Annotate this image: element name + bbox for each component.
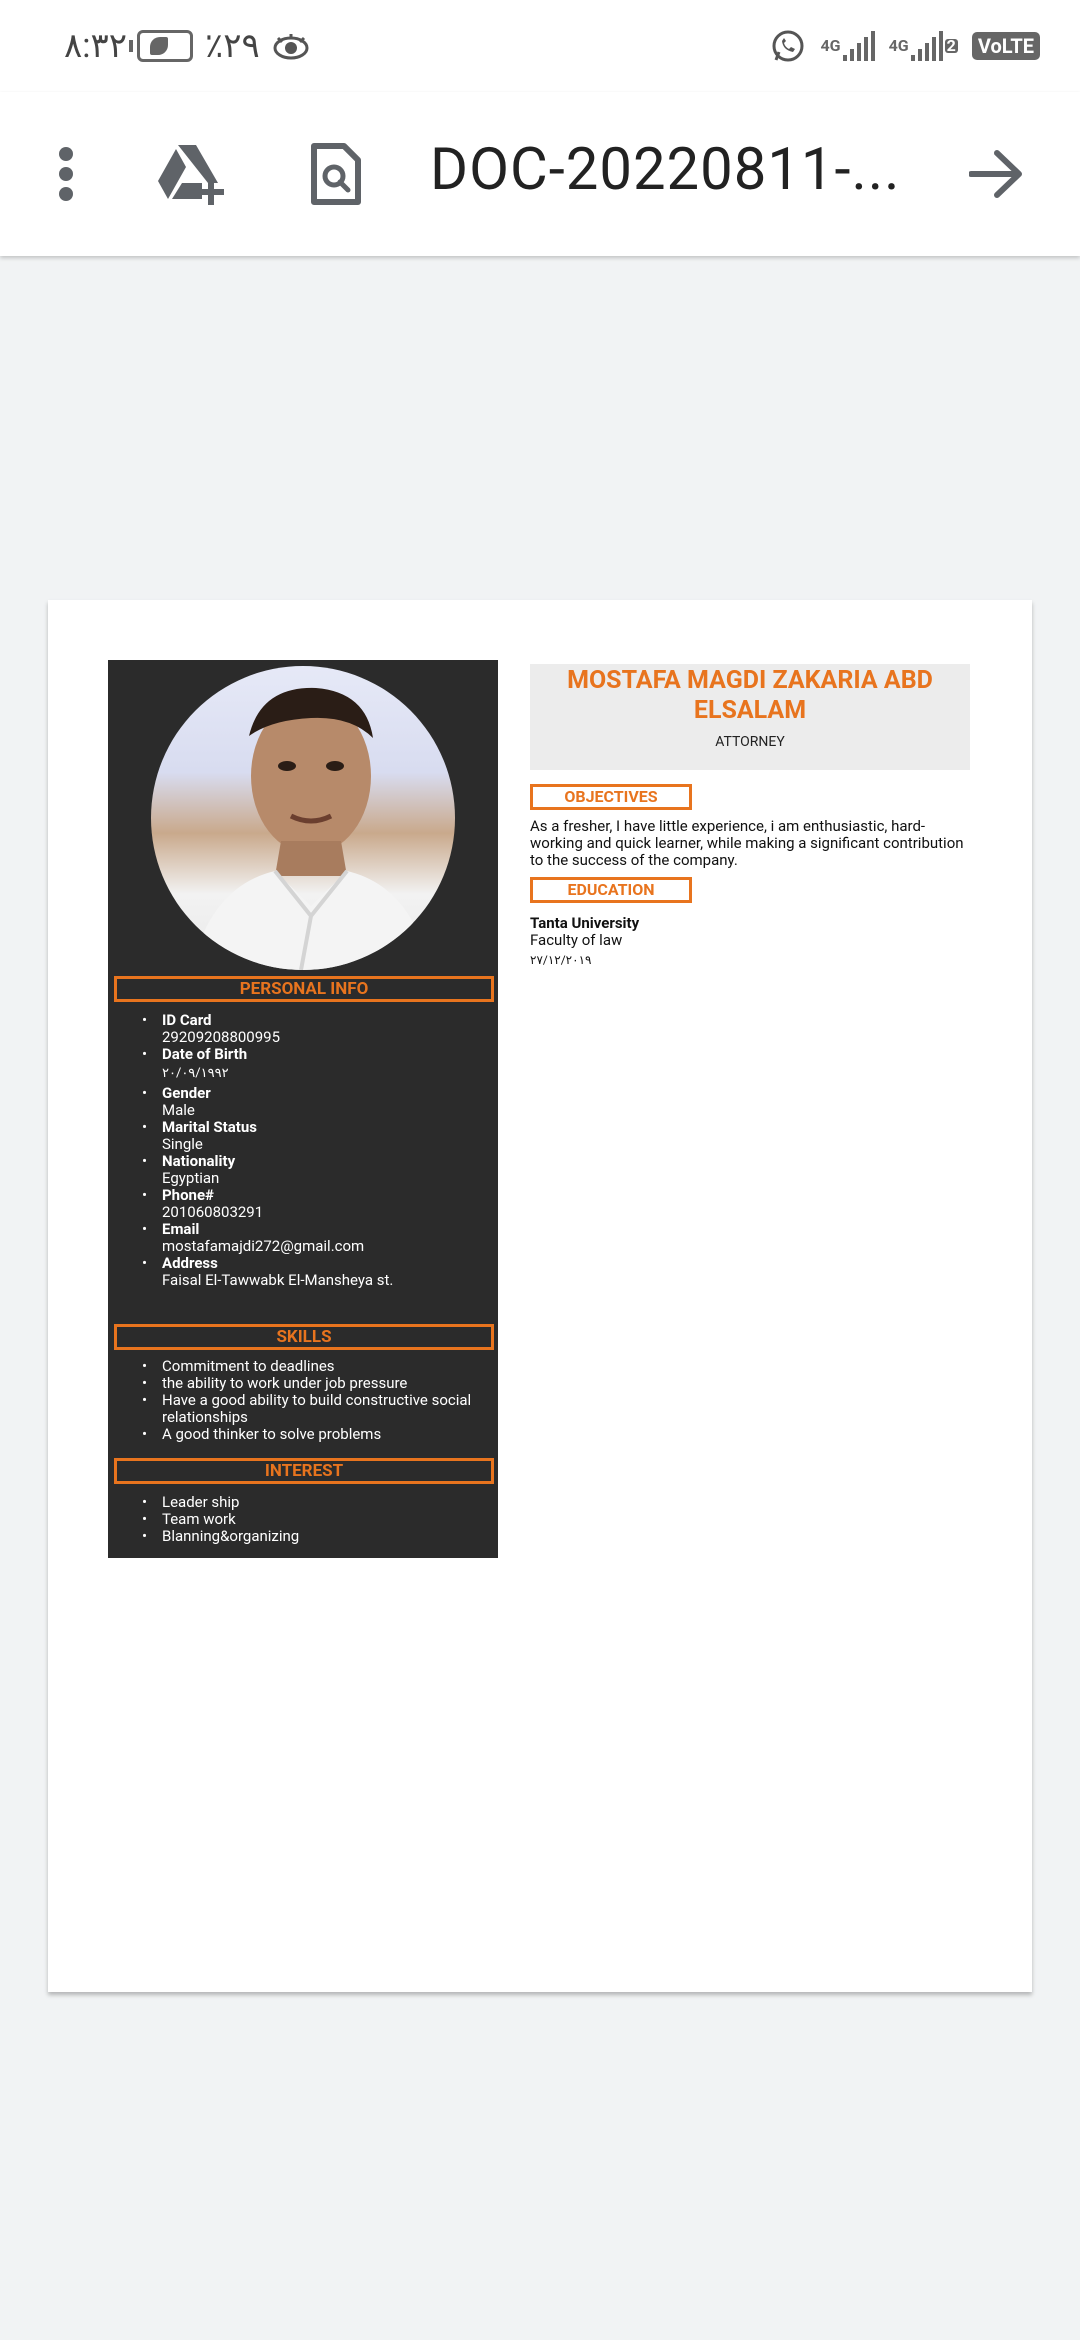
info-label-nationality: • Nationality xyxy=(162,1152,236,1170)
info-value-phone: 201060803291 xyxy=(162,1203,264,1221)
skills-heading: SKILLS xyxy=(114,1324,494,1350)
resume-title: ATTORNEY xyxy=(715,734,785,750)
list-item: • the ability to work under job pressure xyxy=(162,1375,482,1392)
list-item: • Have a good ability to build constructive social relationships xyxy=(162,1392,482,1426)
eye-icon xyxy=(272,31,310,61)
info-value-dob: ٢٠/٠٩/١٩٩٢ xyxy=(162,1066,229,1081)
education-faculty: Faculty of law xyxy=(530,931,623,949)
network-type-2: 4G xyxy=(888,36,909,55)
name-header xyxy=(530,664,970,770)
network-type-1: 4G xyxy=(820,36,841,55)
resume-name: MOSTAFA MAGDI ZAKARIA ABD ELSALAM xyxy=(567,666,933,725)
list-item: • Team work xyxy=(162,1511,299,1528)
find-in-page-icon[interactable] xyxy=(306,142,366,206)
list-item: • Blanning&organizing xyxy=(162,1528,299,1545)
interest-heading: INTEREST xyxy=(114,1458,494,1484)
add-to-drive-icon[interactable] xyxy=(154,142,228,206)
list-item: • Commitment to deadlines xyxy=(162,1358,482,1375)
info-value-email: mostafamajdi272@gmail.com xyxy=(162,1237,365,1255)
signal-icon-2 xyxy=(889,31,958,61)
more-vert-icon[interactable] xyxy=(44,142,88,206)
info-label-gender: • Gender xyxy=(162,1084,211,1102)
education-heading: EDUCATION xyxy=(530,877,692,903)
info-value-address: Faisal El-Tawwabk El-Mansheya st. xyxy=(162,1271,394,1289)
status-left xyxy=(64,22,310,70)
list-item xyxy=(162,1221,393,1255)
info-label-id-card: • ID Card xyxy=(162,1011,212,1029)
app-toolbar xyxy=(0,92,1080,256)
status-right xyxy=(770,22,1040,70)
list-item xyxy=(162,1119,393,1153)
info-value-nationality: Egyptian xyxy=(162,1169,220,1187)
list-item xyxy=(162,1153,393,1187)
sim-index: 2 xyxy=(946,36,956,55)
list-item xyxy=(162,1255,393,1289)
objectives-heading: OBJECTIVES xyxy=(530,784,692,810)
signal-icon-1 xyxy=(820,31,874,61)
skills-list xyxy=(162,1358,482,1443)
list-item: • A good thinker to solve problems xyxy=(162,1426,482,1443)
resume-main xyxy=(530,664,970,971)
document-page[interactable] xyxy=(48,600,1032,1992)
list-item xyxy=(162,1046,393,1085)
document-title: DOC-20220811-... xyxy=(430,136,901,204)
interest-list xyxy=(162,1494,299,1545)
whatsapp-icon xyxy=(770,28,806,64)
info-label-dob: • Date of Birth xyxy=(162,1045,248,1063)
personal-info-heading: PERSONAL INFO xyxy=(114,976,494,1002)
list-item xyxy=(162,1085,393,1119)
profile-photo xyxy=(151,666,455,970)
info-label-phone: • Phone# xyxy=(162,1186,214,1204)
education-school: Tanta University xyxy=(530,914,640,932)
battery-icon xyxy=(139,30,193,62)
objectives-text: As a fresher, I have little experience, i am enthusiastic, hard-working and quick learner, while making a significant contribution to the success of the company. xyxy=(530,817,964,869)
info-value-gender: Male xyxy=(162,1101,195,1119)
info-value-marital-status: Single xyxy=(162,1135,203,1153)
status-bar xyxy=(0,0,1080,92)
list-item: • Leader ship xyxy=(162,1494,299,1511)
forward-arrow-icon[interactable] xyxy=(966,142,1026,206)
info-label-address: • Address xyxy=(162,1254,218,1272)
info-label-email: • Email xyxy=(162,1220,200,1238)
volte-icon: VoLTE xyxy=(972,32,1040,60)
personal-info-list xyxy=(162,1012,393,1289)
list-item xyxy=(162,1187,393,1221)
battery-percent: ٪٢٩ xyxy=(205,26,260,66)
clock: ٨:٣٢ xyxy=(64,26,128,66)
resume-sidebar xyxy=(108,660,498,1558)
education-entry xyxy=(530,915,970,971)
education-date: ٢٧/١٢/٢٠١٩ xyxy=(530,953,592,967)
info-label-marital-status: • Marital Status xyxy=(162,1118,257,1136)
info-value-id-card: 29209208800995 xyxy=(162,1028,281,1046)
list-item xyxy=(162,1012,393,1046)
